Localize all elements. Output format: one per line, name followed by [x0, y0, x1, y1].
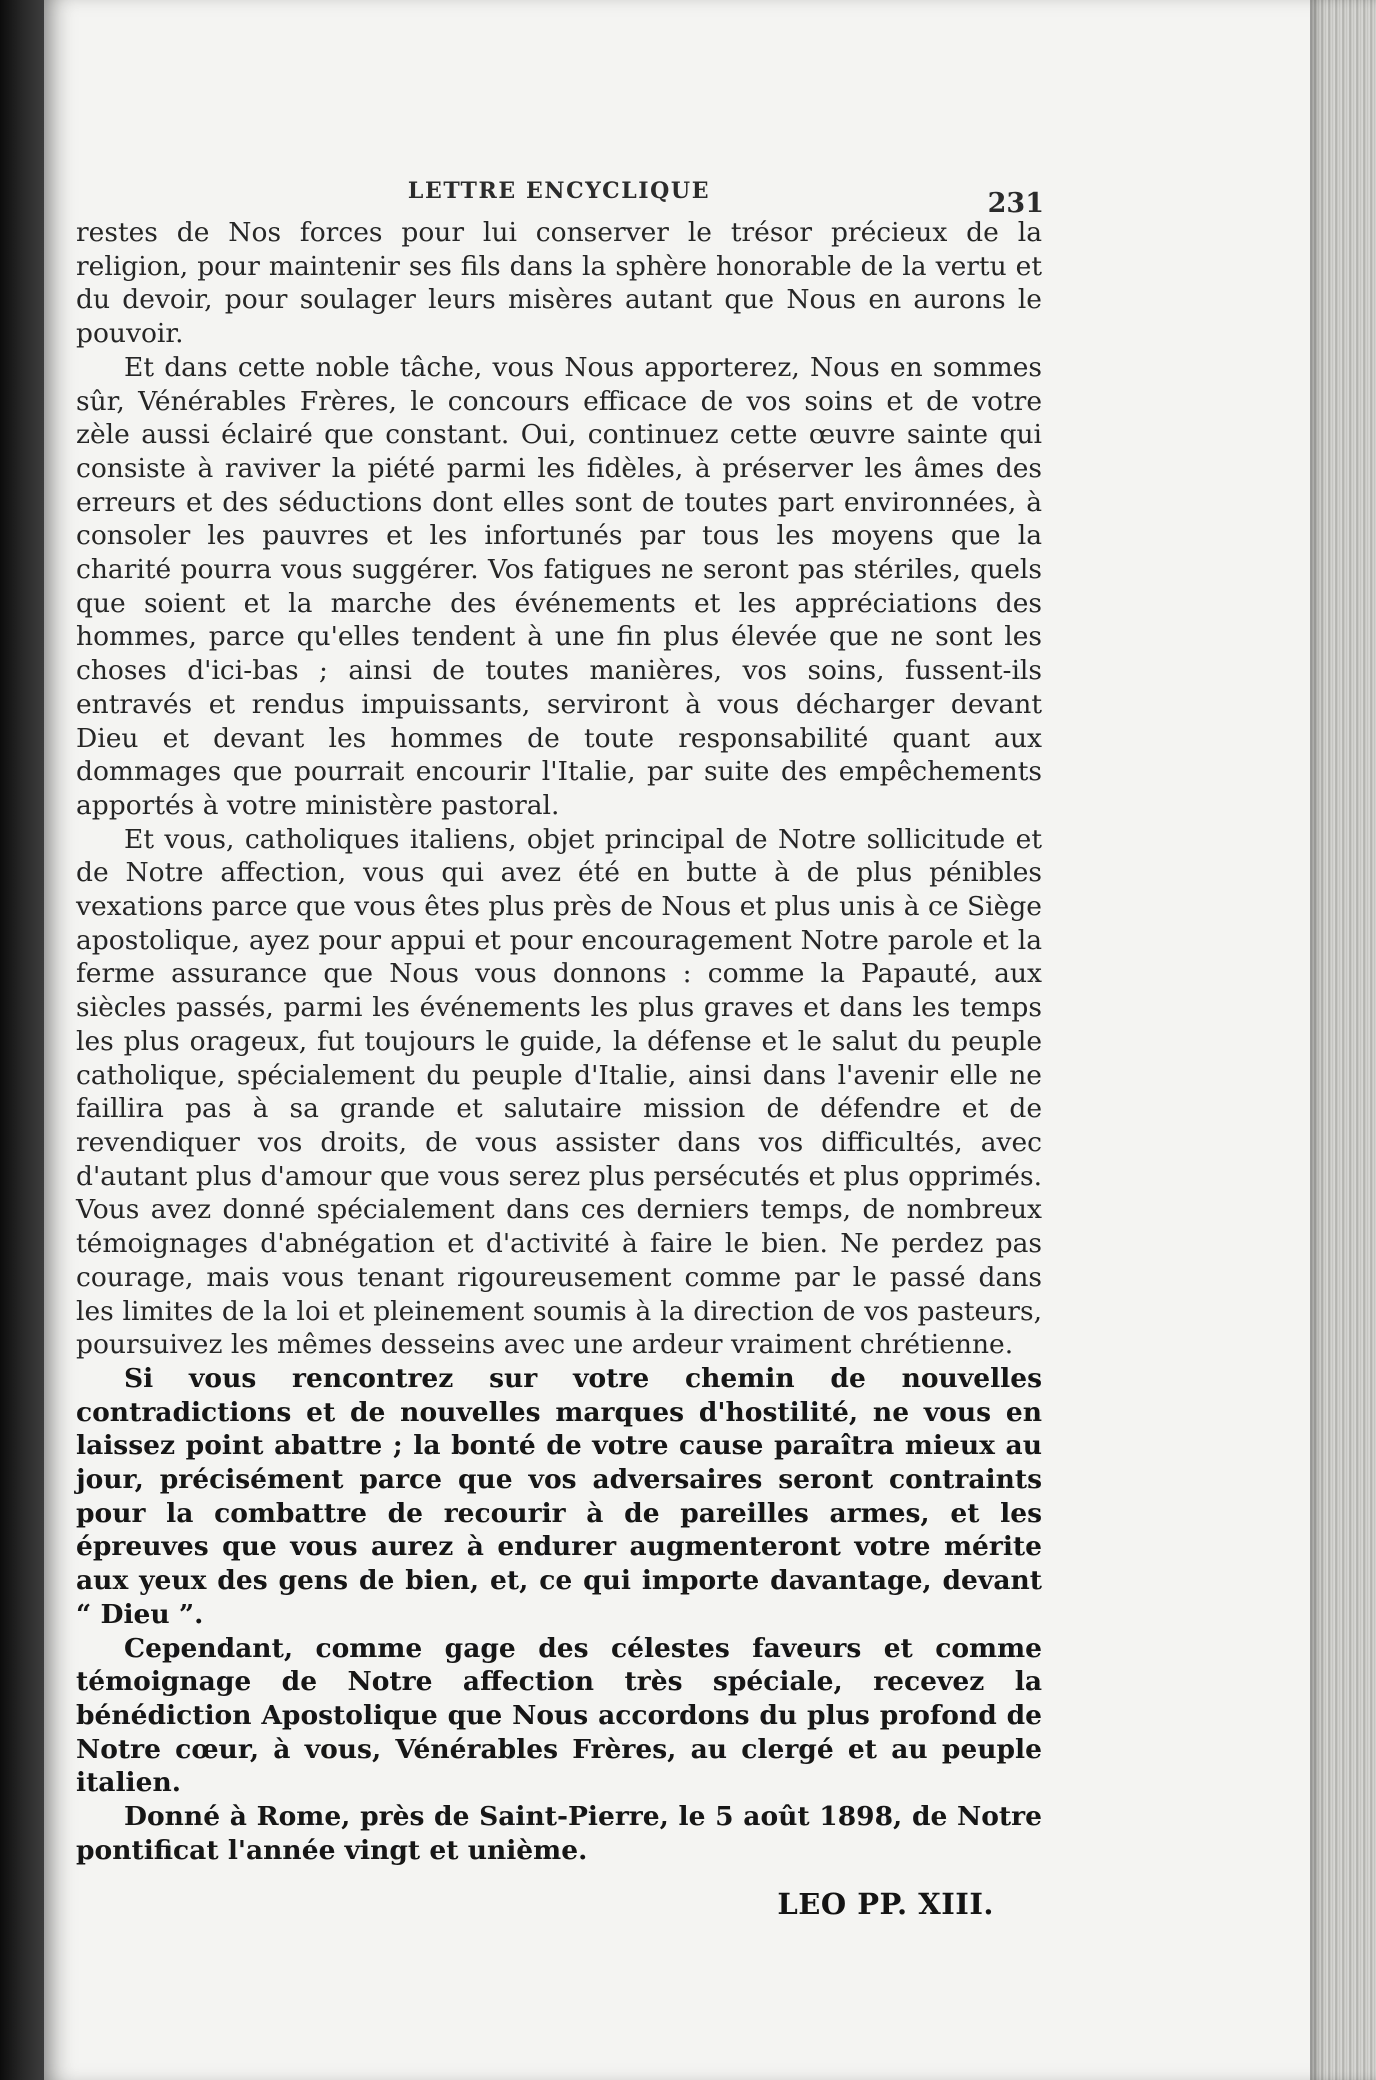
page-number: 231: [987, 188, 1044, 219]
paragraph-venerables-freres: Et dans cette noble tâche, vous Nous apporterez, Nous en sommes sûr, Vénérables Frères, le concours efficace de vos soins et de votre zèle aussi éclairé que constant. Oui, continuez cette œuvre sainte qui consiste à raviver la piété parmi les fidèles, à préserver les âmes des erreurs et des séductions dont elles sont de toutes part environnées, à consoler les pauvres et les infortunés par tous les moyens que la charité pourra vous suggérer. Vos fatigues ne seront pas stériles, quels que soient et la marche des événements et les appréciations des hommes, parce qu'elles tendent à une fin plus élevée que ne sont les choses d'ici-bas ; ainsi de toutes manières, vos soins, fussent-ils entravés et rendus impuissants, serviront à vous décharger devant Dieu et devant les hommes de toute responsabilité quant aux dommages que pourrait encourir l'Italie, par suite des empêchements apportés à votre ministère pastoral.: [76, 351, 1042, 821]
book-gutter: [0, 0, 44, 2080]
page-edges: [1310, 0, 1376, 2080]
paragraph-continued: restes de Nos forces pour lui conserver le trésor précieux de la religion, pour maintenir ses fils dans la sphère honorable de la vertu et du devoir, pour soulager leurs misères autant que Nous en aurons le pouvoir.: [76, 217, 1042, 350]
signature: LEO PP. XIII.: [777, 1887, 994, 1922]
running-head-title: LETTRE ENCYCLIQUE: [407, 178, 711, 204]
page-content: [76, 172, 1042, 1921]
body-text: [76, 216, 1042, 1867]
paragraph-benediction: Cependant, comme gage des célestes faveurs et comme témoignage de Notre affection très spéciale, recevez la bénédiction Apostolique que Nous accordons du plus profond de Notre cœur, à vous, Vénérables Frères, au clergé et au peuple italien.: [76, 1632, 1042, 1799]
paragraph-catholiques-italiens: Et vous, catholiques italiens, objet principal de Notre sollicitude et de Notre affection, vous qui avez été en butte à de plus pénibles vexations parce que vous êtes plus près de Nous et plus unis à ce Siège apostolique, ayez pour appui et pour encouragement Notre parole et la ferme assurance que Nous vous donnons : comme la Papauté, aux siècles passés, parmi les événements les plus graves et dans les temps les plus orageux, fut toujours le guide, la défense et le salut du peuple catholique, spécialement du peuple d'Italie, ainsi dans l'avenir elle ne faillira pas à sa grande et salutaire mission de défendre et de revendiquer vos droits, de vous assister dans vos difficultés, avec d'autant plus d'amour que vous serez plus persécutés et plus opprimés. Vous avez donné spécialement dans ces derniers temps, de nombreux témoignages d'abnégation et d'activité à faire le bien. Ne perdez pas courage, mais vous tenant rigoureusement comme par le passé dans les limites de la loi et pleinement soumis à la direction de vos pasteurs, poursuivez les mêmes desseins avec une ardeur vraiment chrétienne.: [76, 823, 1042, 1361]
paragraph-contradictions: Si vous rencontrez sur votre chemin de nouvelles contradictions et de nouvelles marques d'hostilité, ne vous en laissez point abattre ; la bonté de votre cause paraîtra mieux au jour, précisément parce que vos adversaires seront contraints pour la combattre de recourir à de pareilles armes, et les épreuves que vous aurez à endurer augmenteront votre mérite aux yeux des gens de bien, et, ce qui importe davantage, devant “ Dieu ”.: [76, 1362, 1042, 1630]
running-head: [76, 172, 1044, 219]
paragraph-date: Donné à Rome, près de Saint-Pierre, le 5 août 1898, de Notre pontificat l'année vingt et unième.: [76, 1801, 1042, 1866]
